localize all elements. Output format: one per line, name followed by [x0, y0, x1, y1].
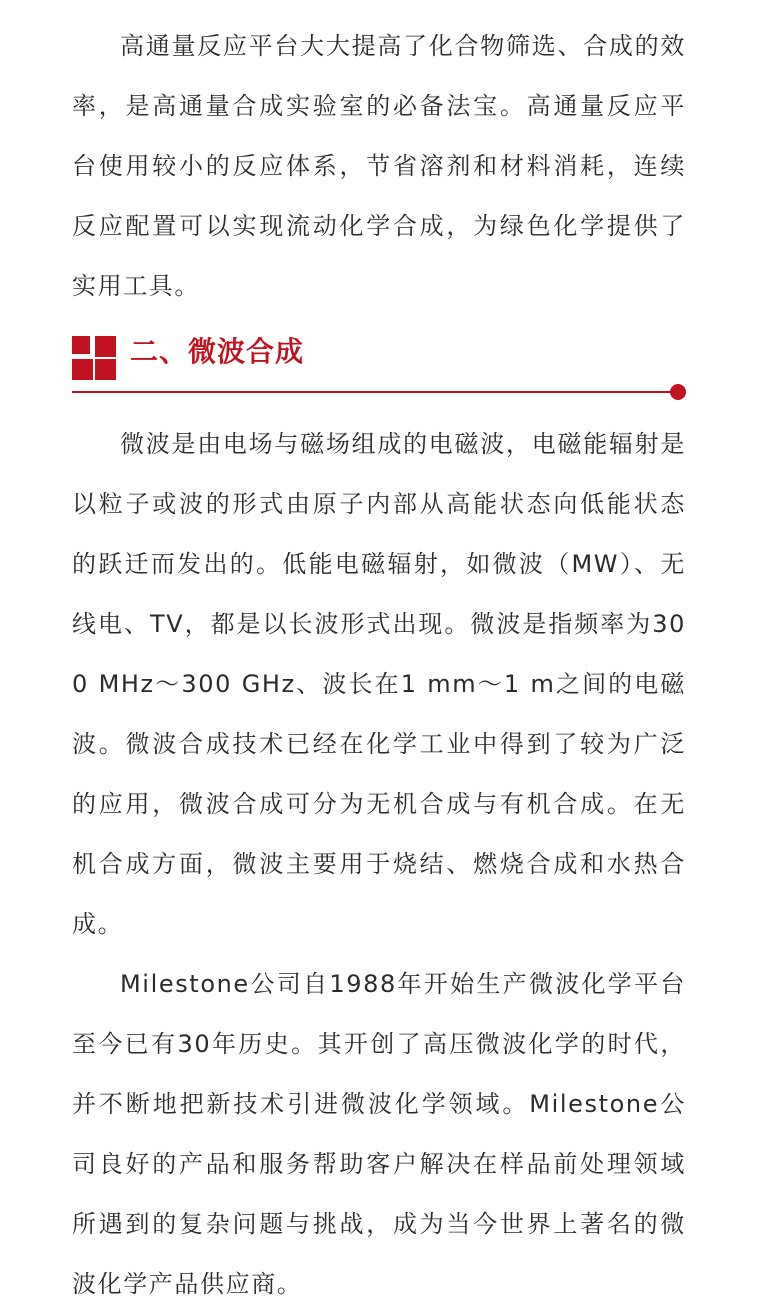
section-heading: [72, 324, 686, 406]
heading-dot-icon: [670, 384, 686, 400]
section-paragraph-2: Milestone公司自1988年开始生产微波化学平台至今已有30年历史。其开创了高压微波化学的时代，并不断地把新技术引进微波化学领域。Milestone公司良好的产品和服务帮助客户解决在样品前处理领域所遇到的复杂问题与挑战，成为当今世界上著名的微波化学产品供应商。: [72, 970, 686, 1298]
intro-paragraph: 高通量反应平台大大提高了化合物筛选、合成的效率，是高通量合成实验室的必备法宝。高通量反应平台使用较小的反应体系，节省溶剂和材料消耗，连续反应配置可以实现流动化学合成，为绿色化学提供了实用工具。: [72, 32, 686, 300]
section-title: 二、微波合成: [130, 335, 305, 368]
heading-squares-icon: [72, 336, 116, 380]
section-paragraph-1: 微波是由电场与磁场组成的电磁波，电磁能辐射是以粒子或波的形式由原子内部从高能状态向低能状态的跃迁而发出的。低能电磁辐射，如微波（MW）、无线电、TV，都是以长波形式出现。微波是指频率为300 MHz～300 GHz、波长在1 mm～1 m之间的电磁波。微波合成技术已经在化学工业中得到了较为广泛的应用，微波合成可分为无机合成与有机合成。在无机合成方面，微波主要用于烧结、燃烧合成和水热合成。: [72, 430, 686, 938]
heading-divider: [72, 391, 678, 393]
article-body: [72, 16, 686, 1314]
